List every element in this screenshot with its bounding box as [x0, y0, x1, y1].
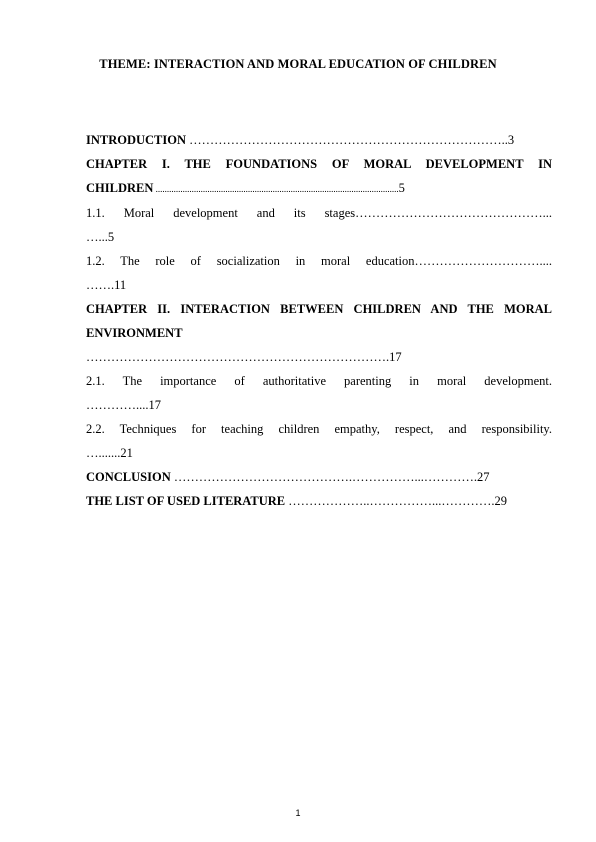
toc-label: INTRODUCTION — [86, 133, 187, 147]
toc-leader: ............................................................................................................ — [153, 184, 399, 194]
toc-label: CONCLUSION — [86, 470, 171, 484]
toc-entry-2-2-line1: 2.2. Techniques for teaching children empathy, respect, and responsibility. — [86, 422, 552, 436]
toc-entry-1-1-line2: …...5 — [86, 230, 115, 244]
toc-page: 29 — [494, 494, 508, 508]
toc-page: 3 — [507, 133, 515, 147]
toc-entry-literature — [86, 489, 552, 513]
toc-entry-chapter1-line1: CHAPTER I. THE FOUNDATIONS OF MORAL DEVELOPMENT IN — [86, 157, 552, 171]
toc-entry-chapter2-line2: ENVIRONMENT — [86, 326, 183, 340]
toc-entry-chapter2-line1: CHAPTER II. INTERACTION BETWEEN CHILDREN AND THE MORAL — [86, 302, 552, 316]
toc-leader: ………………..……………...…………. — [285, 494, 495, 508]
toc-entry-chapter2-line3: ……………………………………………………………….17 — [86, 350, 402, 364]
toc-entry-1-2-line1: 1.2. The role of socialization in moral education………………………….... — [86, 254, 552, 268]
toc-entry-2-2-line2: ….......21 — [86, 446, 133, 460]
page-number: 1 — [295, 808, 301, 818]
toc-entry-2-1-line1: 2.1. The importance of authoritative parenting in moral development. — [86, 374, 552, 388]
toc-entry-chapter1-line2 — [86, 176, 552, 201]
toc-entry-conclusion — [86, 465, 552, 489]
toc-label: CHILDREN — [86, 181, 154, 195]
toc-entry-2-1-line2: …………....17 — [86, 398, 161, 412]
document-title: THEME: INTERACTION AND MORAL EDUCATION OF CHILDREN — [99, 57, 497, 71]
toc-label: THE LIST OF USED LITERATURE — [86, 494, 286, 508]
toc-entry-1-2-line2: …….11 — [86, 278, 127, 292]
toc-page: 5 — [398, 181, 405, 195]
toc-entry-1-1-line1: 1.1. Moral development and its stages………………………………………... — [86, 206, 552, 220]
toc-entry-introduction — [86, 128, 552, 152]
toc-page: 27 — [477, 470, 490, 484]
toc-leader: ………………………………………………………………….. — [186, 133, 508, 147]
toc-leader: …………………………………….……………...…………. — [170, 470, 477, 484]
table-of-contents — [86, 128, 552, 513]
